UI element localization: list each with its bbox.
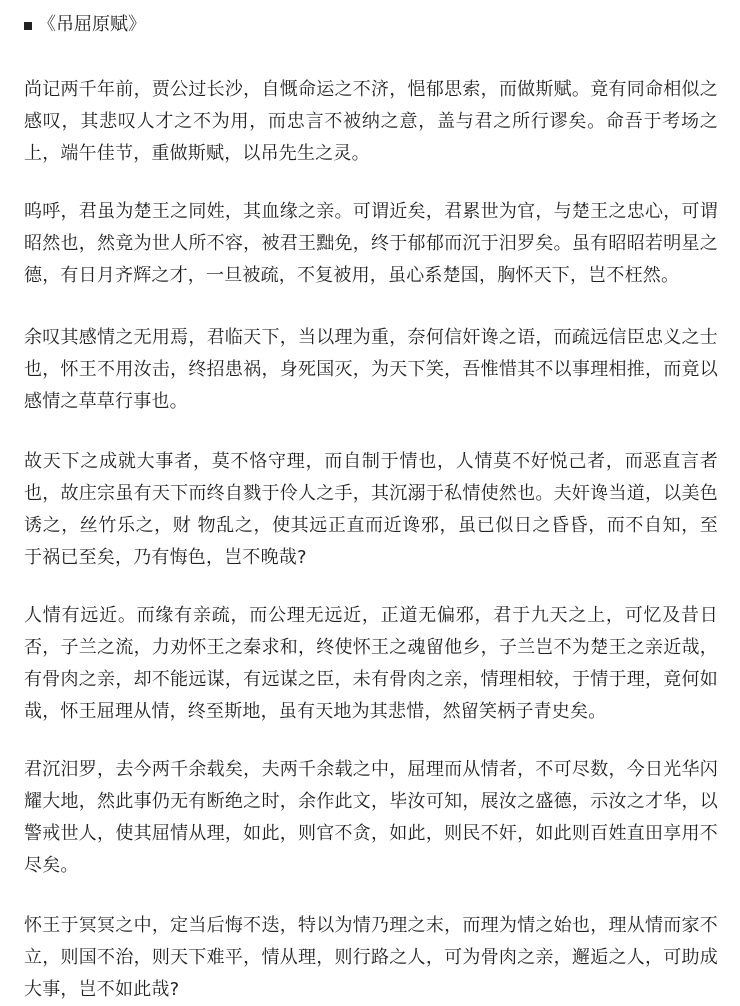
paragraph-4: 故天下之成就大事者，莫不恪守理，而自制于情也，人情莫不好悦己者，而恶直言者也，故庄宗虽有天下而终自戮于伶人之手，其沉溺于私情使然也。夫奸谗当道，以美色诱之，丝竹乐之，财 物乱之，使其远正直而近谗邪，虽已似日之昏昏，而不自知，至于祸已至矣，乃有悔色，岂不晚哉? xyxy=(24,451,718,568)
paragraph-3: 余叹其感情之无用焉，君临天下，当以理为重，奈何信奸谗之语，而疏远信臣忠义之士也，怀王不用汝击，终招患祸，身死国灭，为天下笑，吾惟惜其不以事理相推，而竟以感情之草草行事也。 xyxy=(24,327,718,412)
paragraph-5: 人情有远近。而缘有亲疏，而公理无远近，正道无偏邪，君于九天之上，可忆及昔日否，子兰之流，力劝怀王之秦求和，终使怀王之魂留他乡，子兰岂不为楚王之亲近哉，有骨肉之亲，却不能远谋，有远谋之臣，未有骨肉之亲，情理相较，于情于理，竟何如哉，怀王屈理从情，终至斯地，虽有天地为其悲惜，然留笑柄子青史矣。 xyxy=(24,605,718,722)
article-title-row xyxy=(24,10,718,40)
article-title: 《吊屈原赋》 xyxy=(38,14,146,35)
paragraph-2: 呜呼，君虽为楚王之同姓，其血缘之亲。可谓近矣，君累世为官，与楚王之忠心，可谓昭然也，然竟为世人所不容，被君王黜免，终于郁郁而沉于汨罗矣。虽有昭昭若明星之德，有日月齐辉之才，一旦被疏，不复被用，虽心系楚国，胸怀天下，岂不枉然。 xyxy=(24,201,718,286)
paragraph-7: 怀王于冥冥之中，定当后悔不迭，特以为情乃理之末，而理为情之始也，理从情而家不立，则国不治，则天下难平，情从理，则行路之人，可为骨肉之亲，邂逅之人，可助成大事，岂不如此哉? xyxy=(24,915,718,1000)
paragraph-6: 君沉汨罗，去今两千余载矣，夫两千余载之中，屈理而从情者，不可尽数，今日光华闪耀大地，然此事仍无有断绝之时，余作此文，毕汝可知，展汝之盛德，示汝之才华，以警戒世人，使其屈情从理，如此，则官不贪，如此，则民不奸，如此则百姓直田享用不尽矣。 xyxy=(24,759,718,876)
square-bullet-icon xyxy=(24,22,32,30)
paragraph-1: 尚记两千年前，贾公过长沙，自慨命运之不济，悒郁思索，而做斯赋。竟有同命相似之感叹，其悲叹人才之不为用，而忠言不被纳之意，盖与君之所行谬矣。命吾于考场之上，端午佳节，重做斯赋，以吊先生之灵。 xyxy=(24,79,718,164)
